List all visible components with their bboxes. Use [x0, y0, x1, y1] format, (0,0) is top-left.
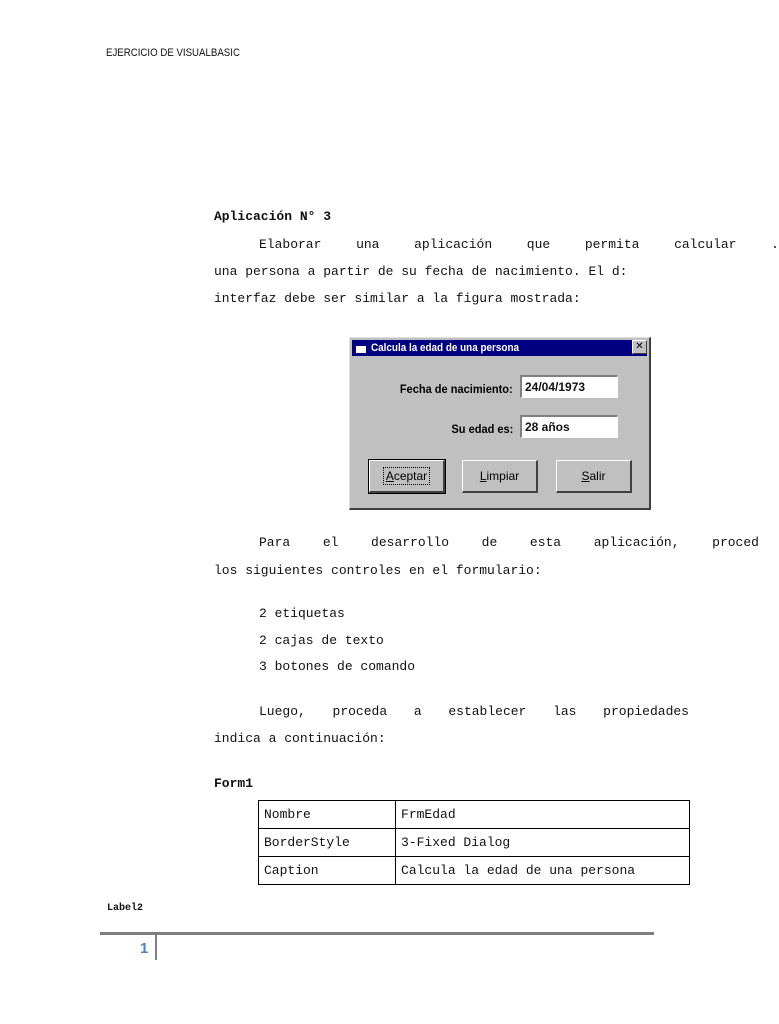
dev-line-1: Para el desarrollo de esta aplicación, proced	[259, 535, 759, 550]
table-row	[259, 801, 690, 829]
page-header: EJERCICIO DE VISUALBASIC	[106, 47, 240, 59]
clear-button[interactable]: L impiar	[462, 460, 538, 493]
table-row	[259, 829, 690, 857]
then-line-2: indica a continuación:	[214, 731, 386, 746]
exit-button[interactable]: S alir	[556, 460, 632, 493]
exercise-heading: Aplicación N° 3	[214, 209, 332, 224]
page-number-divider	[155, 934, 157, 960]
property-name: Nombre	[259, 801, 396, 829]
form-heading: Form1	[214, 776, 254, 791]
list-item: 3 botones de comando	[259, 659, 416, 674]
birth-date-label: Fecha de nacimiento:	[400, 382, 513, 396]
page-number: 1	[140, 940, 149, 957]
document-body	[214, 205, 779, 887]
property-value: 3-Fixed Dialog	[396, 829, 690, 857]
intro-line-1: Elaborar una aplicación que permita calcular .	[259, 237, 779, 252]
section-heading-label2: Label2	[107, 903, 144, 914]
dialog-title: Calcula la edad de una persona	[371, 342, 520, 354]
property-value: FrmEdad	[396, 801, 690, 829]
age-output[interactable]: 28 años	[520, 415, 618, 438]
accept-button[interactable]: Aceptar	[369, 460, 445, 493]
property-value: Calcula la edad de una persona	[396, 857, 690, 885]
intro-line-3: interfaz debe ser similar a la figura mostrada:	[214, 291, 581, 306]
list-item: 2 etiquetas	[259, 606, 345, 621]
birth-date-input[interactable]: 24/04/1973	[520, 375, 618, 398]
table-row	[259, 857, 690, 885]
age-label: Su edad es:	[451, 422, 513, 436]
form-properties-table	[258, 800, 690, 885]
dialog-titlebar	[352, 340, 647, 356]
footer-rule	[100, 932, 654, 935]
intro-line-2: una persona a partir de su fecha de nacimiento. El d:	[214, 264, 628, 279]
then-line-1: Luego, proceda a establecer las propiedades	[259, 704, 689, 719]
list-item: 2 cajas de texto	[259, 633, 384, 648]
dev-line-2: los siguientes controles en el formulario:	[214, 563, 542, 578]
close-button[interactable]: ✕	[632, 340, 647, 354]
property-name: Caption	[259, 857, 396, 885]
property-name: BorderStyle	[259, 829, 396, 857]
age-calculator-dialog	[349, 337, 651, 510]
window-icon	[355, 343, 367, 354]
